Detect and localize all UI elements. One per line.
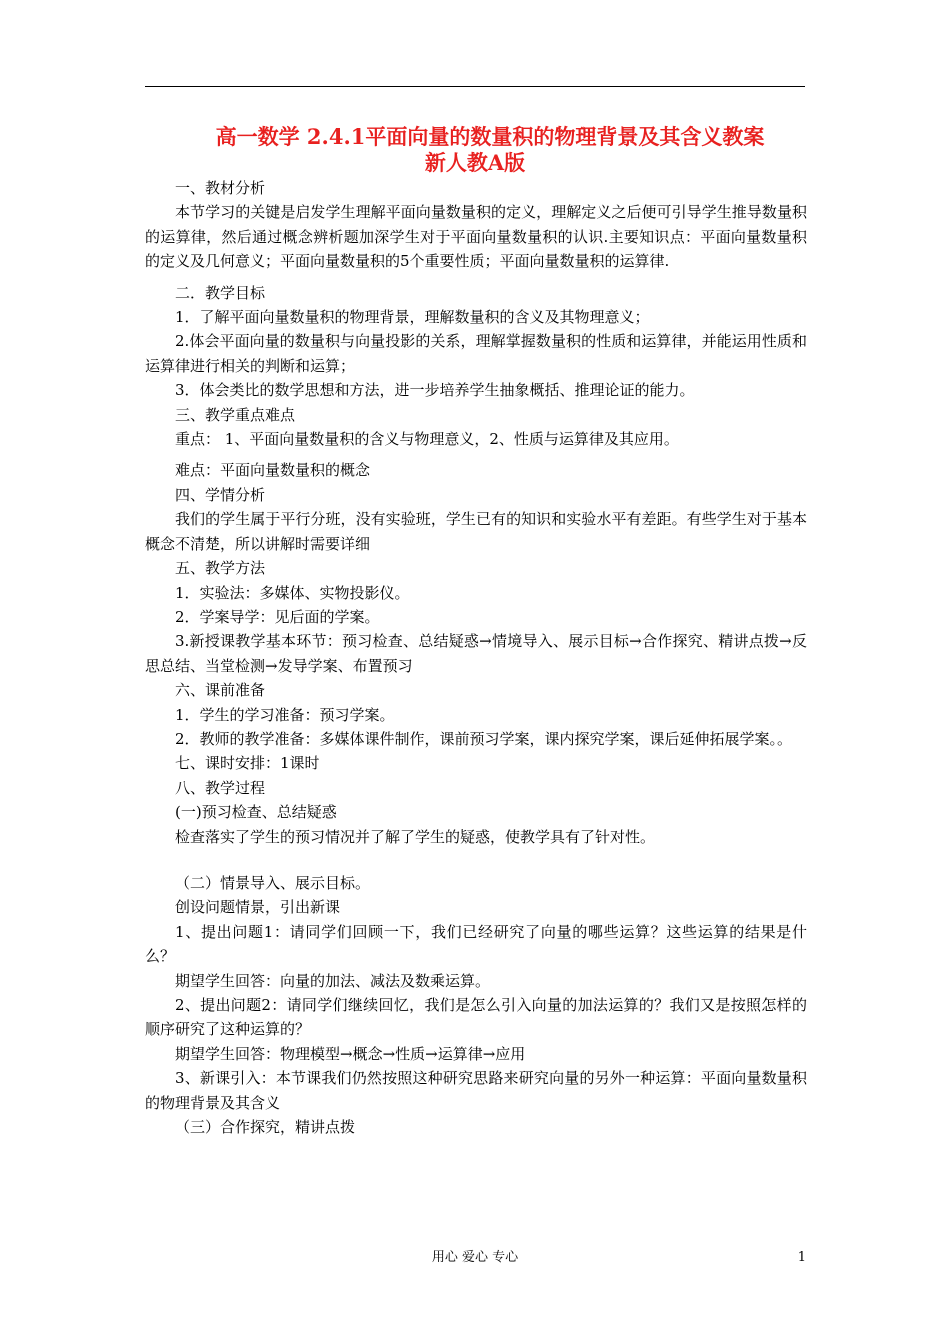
section-heading-preparation: 六、课前准备 <box>175 681 266 700</box>
paragraph-material-analysis: 本节学习的关键是启发学生理解平面向量数量积的定义，理解定义之后便可引导学生推导数量积的运算律，然后通过概念辨析题加深学生对于平面向量数量积的认识.主要知识点：平面向量数量积的定义及几何意义；平面向量数量积的5个重要性质；平面向量数量积的运算律. <box>145 203 807 271</box>
paragraph-preview: 检查落实了学生的预习情况并了解了学生的疑惑，使教学具有了针对性。 <box>175 827 656 846</box>
difficult-points-text: 难点：平面向量数量积的概念 <box>175 461 371 480</box>
preparation-item-1: 1．学生的学习准备：预习学案。 <box>175 705 395 724</box>
scenario-intro: 创设问题情景，引出新课 <box>175 898 341 917</box>
question-2: 2、提出问题2：请同学们继续回忆，我们是怎么引入向量的加法运算的？我们又是按照怎样的顺序研究了这种运算的？ <box>145 996 807 1039</box>
header-rule <box>145 86 805 87</box>
question-1: 1、提出问题1：请同学们回顾一下，我们已经研究了向量的哪些运算？这些运算的结果是什么？ <box>145 922 807 966</box>
section-heading-student-analysis: 四、学情分析 <box>175 485 266 504</box>
document-title-line-2: 新人教A版 <box>424 150 526 175</box>
footer-motto: 用心 爱心 专心 <box>431 1250 519 1265</box>
page-number: 1 <box>797 1250 806 1265</box>
subsection-heading-scenario: （二）情景导入、展示目标。 <box>175 873 371 892</box>
document-title-line-1: 高一数学 2.4.1平面向量的数量积的物理背景及其含义教案 <box>215 124 765 149</box>
section-heading-key-points: 三、教学重点难点 <box>175 405 296 424</box>
goal-item-3: 3．体会类比的数学思想和方法，进一步培养学生抽象概括、推理论证的能力。 <box>175 381 695 400</box>
section-heading-material-analysis: 一、教材分析 <box>175 179 266 197</box>
key-points-text: 重点： 1、平面向量数量积的含义与物理意义，2、性质与运算律及其应用。 <box>175 430 679 449</box>
method-item-1: 1．实验法：多媒体、实物投影仪。 <box>175 583 410 602</box>
new-lesson-intro: 3、新课引入：本节课我们仍然按照这种研究思路来研究向量的另外一种运算：平面向量数量积的物理背景及其含义 <box>145 1069 807 1112</box>
document-body <box>145 176 807 1139</box>
goal-item-1: 1．了解平面向量数量积的物理背景，理解数量积的含义及其物理意义； <box>175 308 650 327</box>
method-item-2: 2．学案导学：见后面的学案。 <box>175 607 380 626</box>
section-heading-teaching-goals: 二．教学目标 <box>175 283 266 302</box>
expected-answer-1: 期望学生回答：向量的加法、减法及数乘运算。 <box>175 971 491 990</box>
section-heading-teaching-process: 八、教学过程 <box>175 778 266 797</box>
goal-item-2: 2.体会平面向量的数量积与向量投影的关系，理解掌握数量积的性质和运算律，并能运用性质和运算律进行相关的判断和运算； <box>145 332 807 375</box>
preparation-item-2: 2．教师的教学准备：多媒体课件制作，课前预习学案，课内探究学案，课后延伸拓展学案。。 <box>175 729 793 748</box>
method-item-3: 3.新授课教学基本环节：预习检查、总结疑惑→情境导入、展示目标→合作探究、精讲点拨→反思总结、当堂检测→发导学案、布置预习 <box>145 632 807 675</box>
section-heading-schedule: 七、课时安排：1课时 <box>175 754 320 773</box>
subsection-heading-preview: (一)预习检查、总结疑惑 <box>175 803 337 822</box>
section-heading-teaching-methods: 五、教学方法 <box>175 559 266 578</box>
paragraph-student-analysis: 我们的学生属于平行分班，没有实验班，学生已有的知识和实验水平有差距。有些学生对于基本概念不清楚，所以讲解时需要详细 <box>145 510 807 553</box>
expected-answer-2: 期望学生回答：物理模型→概念→性质→运算律→应用 <box>175 1044 526 1063</box>
subsection-heading-cooperative-inquiry: （三）合作探究，精讲点拨 <box>175 1118 356 1137</box>
